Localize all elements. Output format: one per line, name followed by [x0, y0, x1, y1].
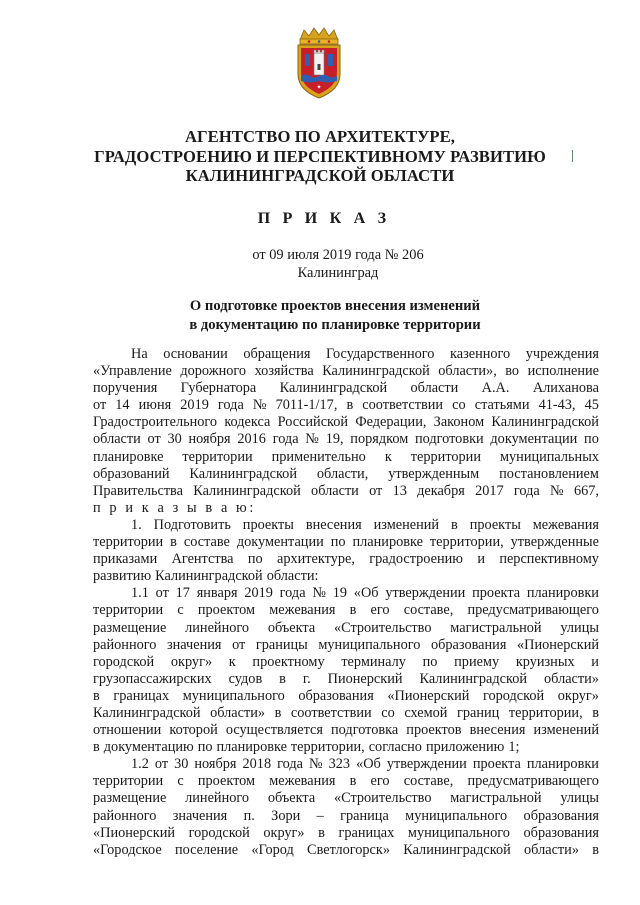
kaliningrad-coat-of-arms-icon: [290, 26, 348, 100]
body-line: территории с проектом межевания в его составе, предусматривающего: [93, 602, 599, 619]
body-line: образований Калининградской области, утвержденным постановлением: [93, 465, 599, 482]
body-line: размещение линейного объекта «Строительство магистральной улицы: [93, 790, 599, 807]
body-line: 1. Подготовить проекты внесения изменений в проекты межевания: [131, 516, 599, 533]
body-line: городской округ» к проектному терминалу по приему круизных и: [93, 653, 599, 670]
body-line: поручения Губернатора Калининградской области А.А. Алиханова: [93, 380, 599, 397]
agency-name-line: КАЛИНИНГРАДСКОЙ ОБЛАСТИ: [185, 166, 455, 185]
order-meta: [0, 246, 640, 282]
body-line: приказами Агентства по архитектуре, градостроению и перспективному: [93, 551, 599, 568]
body-line: в документацию по планировке территории, согласно приложению 1;: [93, 739, 520, 756]
order-date: от 09 июля 2019 года № 206: [252, 247, 424, 263]
body-line: «Управление дорожного хозяйства Калининградской области», во исполнение: [93, 363, 599, 380]
body-line: развитию Калининградской области:: [93, 568, 319, 585]
body-line: территории в составе документации по планировке территории, утвержденные: [93, 534, 599, 551]
agency-name-line: ГРАДОСТРОЕНИЮ И ПЕРСПЕКТИВНОМУ РАЗВИТИЮ: [94, 146, 546, 166]
body-line: Градостроительного кодекса Российской Федерации, Законом Калининградской: [93, 414, 599, 431]
body-line: «Городское поселение «Город Светлогорск» Калининградской области» в: [93, 841, 599, 858]
order-city: Калининград: [297, 265, 379, 281]
svg-text:✦: ✦: [316, 84, 322, 91]
body-line: от 14 июня 2019 года № 7011-1/17, в соответствии со статьями 41-43, 45: [93, 397, 599, 414]
body-line: области от 30 ноября 2016 года № 19, порядком подготовки документации по: [93, 431, 599, 448]
body-line: территории с проектом межевания в его составе, предусматривающего: [93, 773, 599, 790]
subject-line: в документацию по планировке территории: [189, 317, 481, 333]
order-title: П Р И К А З: [257, 210, 391, 227]
body-line: 1.2 от 30 ноября 2018 года № 323 «Об утверждении проекта планировки: [131, 756, 599, 773]
body-line: планировке территории применительно к территории муниципальных: [93, 448, 599, 465]
body-line: Калининградской области» в соответствии со схемой границ территории, в: [93, 704, 599, 721]
subject-line: О подготовке проектов внесения изменений: [189, 298, 481, 314]
order-body: [93, 346, 599, 859]
body-line: грузопассажирских судов в г. Пионерский Калининградской области»: [93, 670, 599, 687]
body-line: размещение линейного объекта «Строительство магистральной улицы: [93, 619, 599, 636]
body-line: районного значения от границы муниципального образования «Пионерский: [93, 636, 599, 653]
agency-name: [60, 127, 580, 186]
agency-name-line: АГЕНТСТВО ПО АРХИТЕКТУРЕ,: [184, 127, 456, 146]
body-line: «Пионерский городской округ» в границах муниципального образования: [93, 824, 599, 841]
body-line: в границах муниципального образования «Пионерский городской округ»: [93, 687, 599, 704]
order-subject: [0, 297, 640, 335]
body-line: На основании обращения Государственного казенного учреждения: [131, 346, 599, 362]
body-line: районного значения п. Зори – граница муниципального образования: [93, 807, 599, 824]
body-line: отношении которой осуществляется подготовка проектов внесения изменений: [93, 722, 599, 739]
body-line: 1.1 от 17 января 2019 года № 19 «Об утверждении проекта планировки: [131, 585, 599, 602]
body-line: п р и к а з ы в а ю:: [93, 499, 256, 516]
body-line: Правительства Калининградской области от 13 декабря 2017 года № 667,: [93, 482, 599, 499]
